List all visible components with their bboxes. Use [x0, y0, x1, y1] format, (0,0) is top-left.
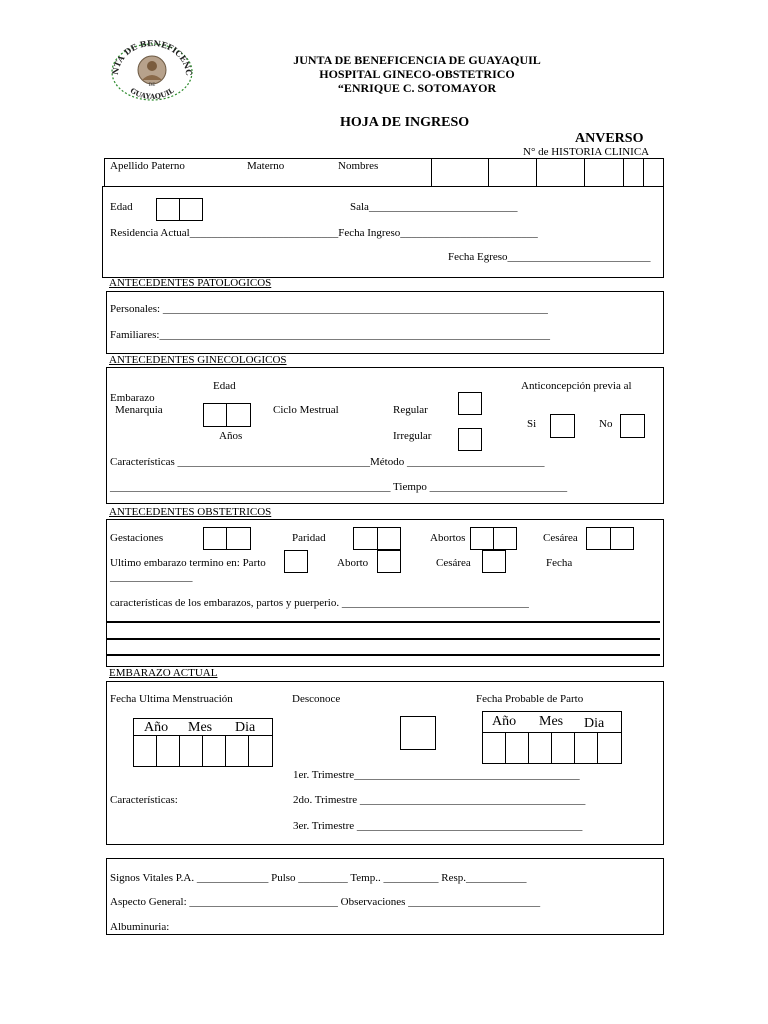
edad-label: Edad [110, 201, 133, 213]
si-label: Si [527, 418, 537, 430]
writing-line-2[interactable] [106, 638, 660, 640]
cesarea-label: Cesárea [543, 532, 578, 544]
anticoncepcion-label: Anticoncepción previa al [521, 380, 632, 392]
fpp-mes-label: Mes [539, 714, 564, 729]
desconoce-label: Desconoce [292, 693, 341, 705]
logo-seal [104, 36, 200, 102]
cesarea2-checkbox[interactable] [482, 550, 506, 573]
fum-label: Fecha Ultima Menstruación [110, 693, 233, 705]
trimestre-3-field[interactable]: 3er. Trimestre _________________________________________ [293, 820, 583, 832]
regular-checkbox[interactable] [458, 392, 482, 415]
cesarea-box-1[interactable] [586, 527, 611, 550]
fpp-dia-label: Dia [584, 716, 605, 731]
header-line-3: “ENRIQUE C. SOTOMAYOR [337, 81, 497, 95]
menarquia-box-1[interactable] [203, 403, 227, 427]
header-line-2: HOSPITAL GINECO-OBSTETRICO [319, 67, 515, 81]
fum-cell-2[interactable] [156, 735, 180, 767]
actual-caracteristicas-label: Características: [110, 794, 178, 806]
historia-clinica-label: N° de HISTORIA CLINICA [523, 146, 650, 158]
historia-box-5[interactable] [623, 158, 644, 187]
fecha-field[interactable]: _______________ [110, 571, 193, 583]
familiares-field[interactable]: Familiares:_______________________________________________________________________ [110, 329, 550, 341]
fum-cell-1[interactable] [133, 735, 157, 767]
ginecologicos-title: ANTECEDENTES GINECOLOGICOS [109, 354, 287, 366]
menarquia-label: Menarquia [115, 404, 163, 416]
trimestre-2-field[interactable]: 2do. Trimestre _________________________________________ [293, 794, 586, 806]
header-line-1: JUNTA DE BENEFICENCIA DE GUAYAQUIL [293, 53, 541, 67]
historia-box-2[interactable] [488, 158, 537, 187]
logo-text-bottom: GUAYAQUIL [128, 85, 176, 101]
parto-checkbox[interactable] [284, 550, 308, 573]
albuminuria-label[interactable]: Albuminuria: [110, 921, 170, 933]
patologicos-box [106, 291, 664, 354]
fecha-egreso-field[interactable]: Fecha Egreso__________________________ [448, 251, 651, 263]
fum-mes-label: Mes [188, 720, 213, 735]
fpp-cell-2[interactable] [505, 732, 529, 764]
sala-field[interactable]: Sala___________________________ [350, 201, 518, 213]
personales-field[interactable]: Personales: ______________________________________________________________________ [110, 303, 548, 315]
fum-ano-label: Año [144, 720, 169, 735]
caracteristicas-metodo-field[interactable]: Características ___________________________________Método _________________________ [110, 456, 545, 468]
side-label: ANVERSO [575, 131, 644, 146]
nombres-label: Nombres [338, 160, 379, 172]
fpp-cell-6[interactable] [597, 732, 622, 764]
logo-text-top: NTA DE BENEFICENC [109, 37, 195, 77]
writing-line-3[interactable] [106, 654, 660, 656]
paridad-label: Paridad [292, 532, 326, 544]
signos-vitales-field[interactable]: Signos Vitales P.A. _____________ Pulso _________ Temp.. __________ Resp.___________ [110, 872, 527, 884]
fum-dia-label: Dia [235, 720, 256, 735]
historia-box-6[interactable] [643, 158, 664, 187]
fpp-cell-1[interactable] [482, 732, 506, 764]
fum-cell-5[interactable] [225, 735, 249, 767]
ultimo-parto-label: Ultimo embarazo termino en: Parto [110, 557, 266, 569]
menarquia-box-2[interactable] [226, 403, 251, 427]
abortos-box-1[interactable] [470, 527, 494, 550]
si-checkbox[interactable] [550, 414, 575, 438]
historia-box-4[interactable] [584, 158, 624, 187]
gine-edad-label: Edad [213, 380, 236, 392]
paridad-box-1[interactable] [353, 527, 378, 550]
actual-title: EMBARAZO ACTUAL [109, 667, 218, 679]
fum-cell-6[interactable] [248, 735, 273, 767]
aborto-checkbox[interactable] [377, 550, 401, 573]
embarazo-label: Embarazo [110, 392, 155, 404]
cesarea-box-2[interactable] [610, 527, 634, 550]
anos-label: Años [219, 430, 243, 442]
patologicos-title: ANTECEDENTES PATOLOGICOS [109, 277, 272, 289]
fum-cell-3[interactable] [179, 735, 203, 767]
cesarea2-label: Cesárea [436, 557, 471, 569]
desconoce-checkbox[interactable] [400, 716, 436, 750]
irregular-label: Irregular [393, 430, 432, 442]
tiempo-field[interactable]: ___________________________________________________ Tiempo _________________________ [110, 481, 568, 493]
page-title: HOJA DE INGRESO [340, 115, 470, 130]
fpp-cell-4[interactable] [551, 732, 575, 764]
historia-box-3[interactable] [536, 158, 585, 187]
fpp-cell-3[interactable] [528, 732, 552, 764]
fum-cell-4[interactable] [202, 735, 226, 767]
fpp-ano-label: Año [492, 714, 517, 729]
no-checkbox[interactable] [620, 414, 645, 438]
abortos-label: Abortos [430, 532, 466, 544]
gestaciones-label: Gestaciones [110, 532, 164, 544]
edad-box-1[interactable] [156, 198, 180, 221]
irregular-checkbox[interactable] [458, 428, 482, 451]
apellido-label: Apellido Paterno [110, 160, 185, 172]
historia-box-1[interactable] [431, 158, 489, 187]
ciclo-label: Ciclo Mestrual [273, 404, 339, 416]
aspecto-observaciones-field[interactable]: Aspecto General: ___________________________ Observaciones ________________________ [110, 896, 541, 908]
edad-box-2[interactable] [179, 198, 203, 221]
paridad-box-2[interactable] [377, 527, 401, 550]
trimestre-1-field[interactable]: 1er. Trimestre_________________________________________ [293, 769, 580, 781]
caracteristicas-embarazos-field[interactable]: características de los embarazos, partos y puerperio. __________________________________ [110, 597, 529, 609]
gestaciones-box-2[interactable] [226, 527, 251, 550]
fpp-label: Fecha Probable de Parto [476, 693, 584, 705]
logo-text-mid: DE [148, 83, 156, 88]
writing-line-1[interactable] [106, 621, 660, 623]
materno-label: Materno [247, 160, 285, 172]
gestaciones-box-1[interactable] [203, 527, 227, 550]
aborto-label: Aborto [337, 557, 369, 569]
obstetricos-title: ANTECEDENTES OBSTETRICOS [109, 506, 272, 518]
fecha-label: Fecha [546, 557, 573, 569]
fpp-cell-5[interactable] [574, 732, 598, 764]
abortos-box-2[interactable] [493, 527, 517, 550]
regular-label: Regular [393, 404, 428, 416]
no-label: No [599, 418, 613, 430]
residencia-ingreso-field[interactable]: Residencia Actual___________________________Fecha Ingreso_________________________ [110, 227, 538, 239]
